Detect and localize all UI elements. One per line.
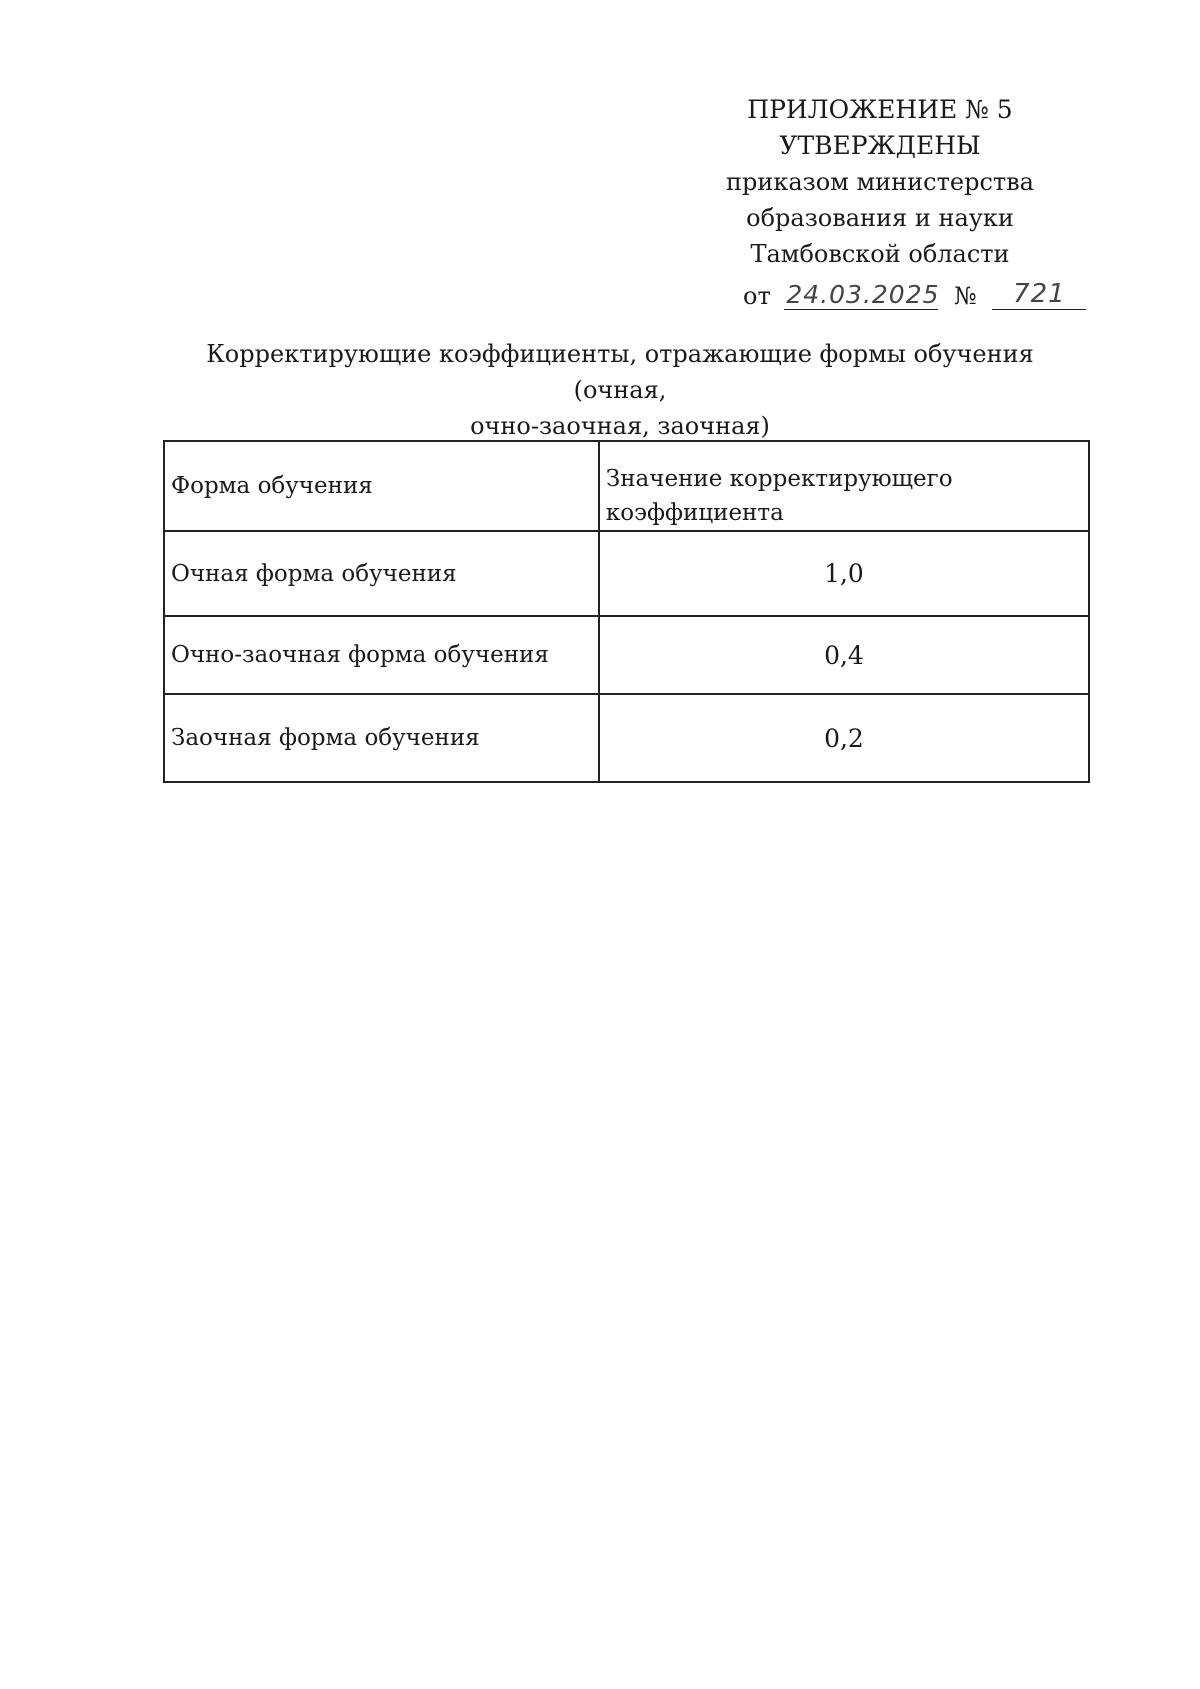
approval-line-1: приказом министерства (726, 168, 1034, 196)
approval-line-3: Тамбовской области (750, 240, 1010, 268)
document-title (160, 336, 1080, 444)
row-form: Заочная форма обучения (164, 694, 599, 782)
approval-line-2: образования и науки (746, 204, 1014, 232)
from-label: от (743, 282, 771, 310)
row-value: 0,4 (599, 616, 1089, 694)
header-value-line-1: Значение корректирующего (605, 466, 953, 492)
order-date: 24.03.2025 (786, 280, 940, 309)
table-row (164, 616, 1089, 694)
row-value: 0,2 (599, 694, 1089, 782)
approval-block (700, 92, 1060, 272)
header-form: Форма обучения (164, 441, 599, 531)
approved-heading: УТВЕРЖДЕНЫ (779, 131, 981, 160)
coefficients-table (163, 440, 1090, 783)
appendix-heading: ПРИЛОЖЕНИЕ № 5 (747, 95, 1013, 124)
header-value (599, 441, 1089, 531)
order-number: 721 (992, 279, 1086, 310)
title-line-2: очно-заочная, заочная) (470, 412, 770, 440)
title-line-1: Корректирующие коэффициенты, отражающие формы обучения (очная, (206, 340, 1034, 404)
row-form: Очно-заочная форма обучения (164, 616, 599, 694)
number-label: № (954, 282, 977, 310)
table-header-row (164, 441, 1089, 531)
table-row (164, 531, 1089, 616)
table-row (164, 694, 1089, 782)
order-reference (743, 279, 1086, 319)
header-value-line-2: коэффициента (605, 500, 784, 526)
row-form: Очная форма обучения (164, 531, 599, 616)
row-value: 1,0 (599, 531, 1089, 616)
